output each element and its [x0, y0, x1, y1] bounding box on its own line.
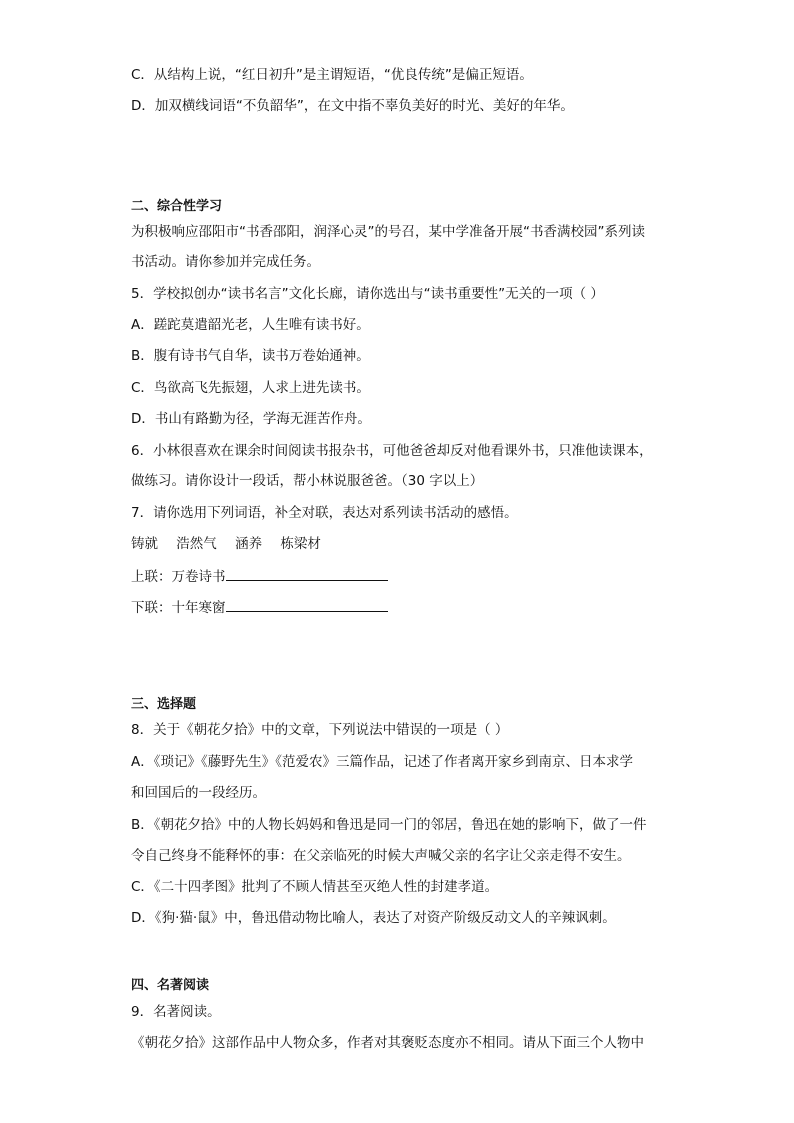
- question-8-stem: 8．关于《朝花夕拾》中的文章，下列说法中错误的一项是（ ）: [131, 722, 509, 738]
- couplet-upper-label: 上联：万卷诗书: [131, 569, 226, 585]
- word-option: 铸就: [131, 536, 158, 552]
- question-5-stem: 5．学校拟创办“读书名言”文化长廊，请你选出与“读书重要性”无关的一项（ ）: [131, 286, 604, 302]
- word-option: 浩然气: [176, 536, 217, 552]
- question-8-option-a-line-1: A．《琐记》《藤野先生》《范爱农》三篇作品，记述了作者离开家乡到南京、日本求学: [131, 754, 633, 770]
- question-5-option-b: B．腹有诗书气自华，读书万卷始通神。: [131, 348, 370, 364]
- q4-option-d: D．加双横线词语“不负韶华”，在文中指不辜负美好的时光、美好的年华。: [131, 98, 574, 114]
- couplet-lower-label: 下联：十年寒窗: [131, 600, 226, 616]
- couplet-upper: [131, 566, 388, 586]
- question-9-stem: 9．名著阅读。: [131, 1004, 221, 1020]
- question-8-option-c: C．《二十四孝图》批判了不顾人情甚至灭绝人性的封建孝道。: [131, 879, 499, 895]
- word-option: 涵养: [235, 536, 263, 552]
- question-5-option-d: D．书山有路勤为径，学海无涯苦作舟。: [131, 411, 371, 427]
- section-2-intro-line-2: 书活动。请你参加并完成任务。: [131, 254, 320, 270]
- question-8-option-a-line-2: 和回国后的一段经历。: [131, 785, 266, 801]
- question-7-stem: 7．请你选用下列词语，补全对联，表达对系列读书活动的感悟。: [131, 505, 518, 521]
- question-8-option-d: D．《狗·猫·鼠》中，鲁迅借动物比喻人，表达了对资产阶级反动文人的辛辣讽刺。: [131, 910, 616, 926]
- answer-blank[interactable]: [226, 566, 388, 581]
- section-2-intro-line-1: 为积极响应邵阳市“书香邵阳，润泽心灵”的号召，某中学准备开展“书香满校园”系列读: [131, 224, 645, 240]
- q4-option-c: C．从结构上说，“红日初升”是主谓短语，“优良传统”是偏正短语。: [131, 67, 533, 83]
- section-4-heading: 四、名著阅读: [131, 978, 210, 993]
- question-7-word-list: [131, 535, 335, 553]
- question-9-line-1: 《朝花夕拾》这部作品中人物众多，作者对其褒贬态度亦不相同。请从下面三个人物中: [131, 1035, 644, 1051]
- answer-blank[interactable]: [226, 597, 388, 612]
- section-2-heading: 二、综合性学习: [131, 199, 223, 214]
- question-5-option-a: A．蹉跎莫遣韶光老，人生唯有读书好。: [131, 317, 370, 333]
- question-5-option-c: C．鸟欲高飞先振翅，人求上进先读书。: [131, 380, 370, 396]
- question-8-option-b-line-2: 令自己终身不能释怀的事：在父亲临死的时候大声喊父亲的名字让父亲走得不安生。: [131, 848, 631, 864]
- couplet-lower: [131, 597, 388, 617]
- question-8-option-b-line-1: B．《朝花夕拾》中的人物长妈妈和鲁迅是同一门的邻居，鲁迅在她的影响下，做了一件: [131, 817, 647, 833]
- question-6-line-1: 6．小林很喜欢在课余时间阅读书报杂书，可他爸爸却反对他看课外书，只准他读课本，: [131, 443, 653, 459]
- word-option: 栋梁材: [280, 536, 321, 552]
- question-6-line-2: 做练习。请你设计一段话，帮小林说服爸爸。（30 字以上）: [131, 473, 484, 489]
- section-3-heading: 三、选择题: [131, 697, 197, 712]
